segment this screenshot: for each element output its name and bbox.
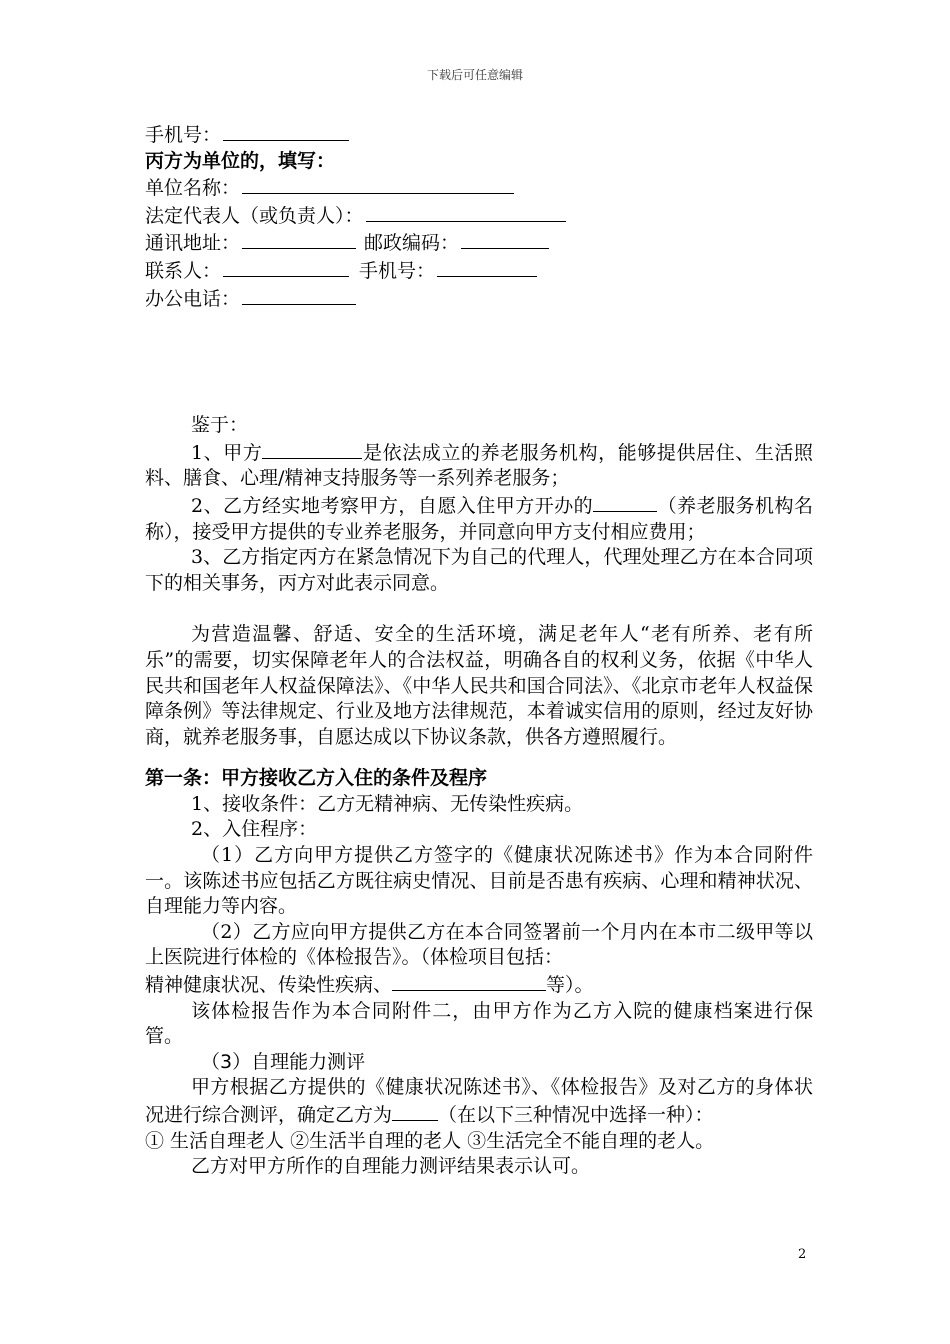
article1-step2-note: 该体检报告作为本合同附件二，由甲方作为乙方入院的健康档案进行保管。 <box>145 999 813 1048</box>
article1-step2: （2）乙方应向甲方提供乙方在本合同签署前一个月内在本市二级甲等以上医院进行体检的《体检报告》。（体检项目包括： <box>145 920 813 969</box>
mobile-blank <box>223 121 349 141</box>
mobile-label: 手机号： <box>145 124 222 146</box>
page-number: 2 <box>798 1247 807 1262</box>
article1-step3-text: 甲方根据乙方提供的《健康状况陈述书》、《体检报告》及对乙方的身体状况进行综合测评，确定乙方为 （在以下三种情况中选择一种）： <box>145 1076 813 1126</box>
mobile-line <box>145 121 813 149</box>
institution-blank <box>593 492 657 512</box>
office-phone-line <box>145 285 813 313</box>
article1-conditions: 1、接收条件：乙方无精神病、无传染性疾病。 <box>191 792 584 815</box>
article1-step1: （1）乙方向甲方提供乙方签字的《健康状况陈述书》作为本合同附件一。该陈述书应包括乙方既往病史情况、目前是否患有疾病、心理和精神状况、自理能力等内容。 <box>145 844 813 918</box>
exam-items-blank <box>392 971 546 991</box>
whereas-item-3: 3、乙方指定丙方在紧急情况下为自己的代理人，代理处理乙方在本合同项下的相关事务，丙方对此表示同意。 <box>145 546 813 594</box>
article1-options: ① 生活自理老人 ②生活半自理的老人 ③生活完全不能自理的老人。 <box>145 1129 715 1152</box>
unit-heading: 丙方为单位的，填写： <box>145 149 336 172</box>
legal-rep-label: 法定代表人（或负责人）： <box>145 204 364 227</box>
article1-step3-heading: （3）自理能力测评 <box>201 1050 366 1073</box>
article1-step2-items: 精神健康状况、传染性疾病、 等）。 <box>145 971 813 999</box>
whereas-item-1: 1、甲方 是依法成立的养老服务机构，能够提供居住、生活照料、膳食、心理/精神支持服务等一系列养老服务； <box>145 439 813 492</box>
legal-rep-line <box>145 202 813 230</box>
article1-title: 第一条：甲方接收乙方入住的条件及程序 <box>145 767 488 790</box>
whereas-intro: 鉴于： <box>191 414 249 437</box>
postcode-blank <box>461 229 549 249</box>
contact-mobile-blank <box>437 257 537 277</box>
document-body <box>145 121 813 1180</box>
page-header: 下载后可任意编辑 <box>426 68 523 82</box>
contact-mobile-label: 手机号： <box>359 259 436 282</box>
legal-rep-blank <box>366 202 566 222</box>
contact-blank <box>223 257 349 277</box>
org-blank <box>262 439 362 459</box>
preamble: 为营造温馨、舒适、安全的生活环境，满足老年人“老有所养、老有所乐”的需要，切实保障老年人的合法权益，明确各自的权利义务，依据《中华人民共和国老年人权益保障法》、《中华人民共和国合同法》、《北京市老年人权益保障条例》等法律规定、行业及地方法律规范，本着诚实信用的原则，经过友好协商，就养老服务事，自愿达成以下协议条款，供各方遵照履行。 <box>145 623 813 748</box>
office-phone-label: 办公电话： <box>145 287 241 310</box>
article1-procedure-heading: 2、入住程序： <box>191 818 318 841</box>
office-phone-blank <box>242 285 356 305</box>
unit-name-label: 单位名称： <box>145 177 241 200</box>
address-line <box>145 229 813 257</box>
contact-line <box>145 257 813 285</box>
unit-name-line <box>145 174 813 202</box>
article1-acknowledge: 乙方对甲方所作的自理能力测评结果表示认可。 <box>191 1155 591 1178</box>
whereas-item-2: 2、乙方经实地考察甲方，自愿入住甲方开办的 （养老服务机构名称），接受甲方提供的专业养老服务，并同意向甲方支付相应费用； <box>145 492 813 545</box>
assessment-blank <box>392 1101 438 1121</box>
postcode-label: 邮政编码： <box>364 232 460 255</box>
contact-label: 联系人： <box>145 259 222 282</box>
address-blank <box>242 229 356 249</box>
unit-name-blank <box>242 174 514 194</box>
address-label: 通讯地址： <box>145 232 241 255</box>
